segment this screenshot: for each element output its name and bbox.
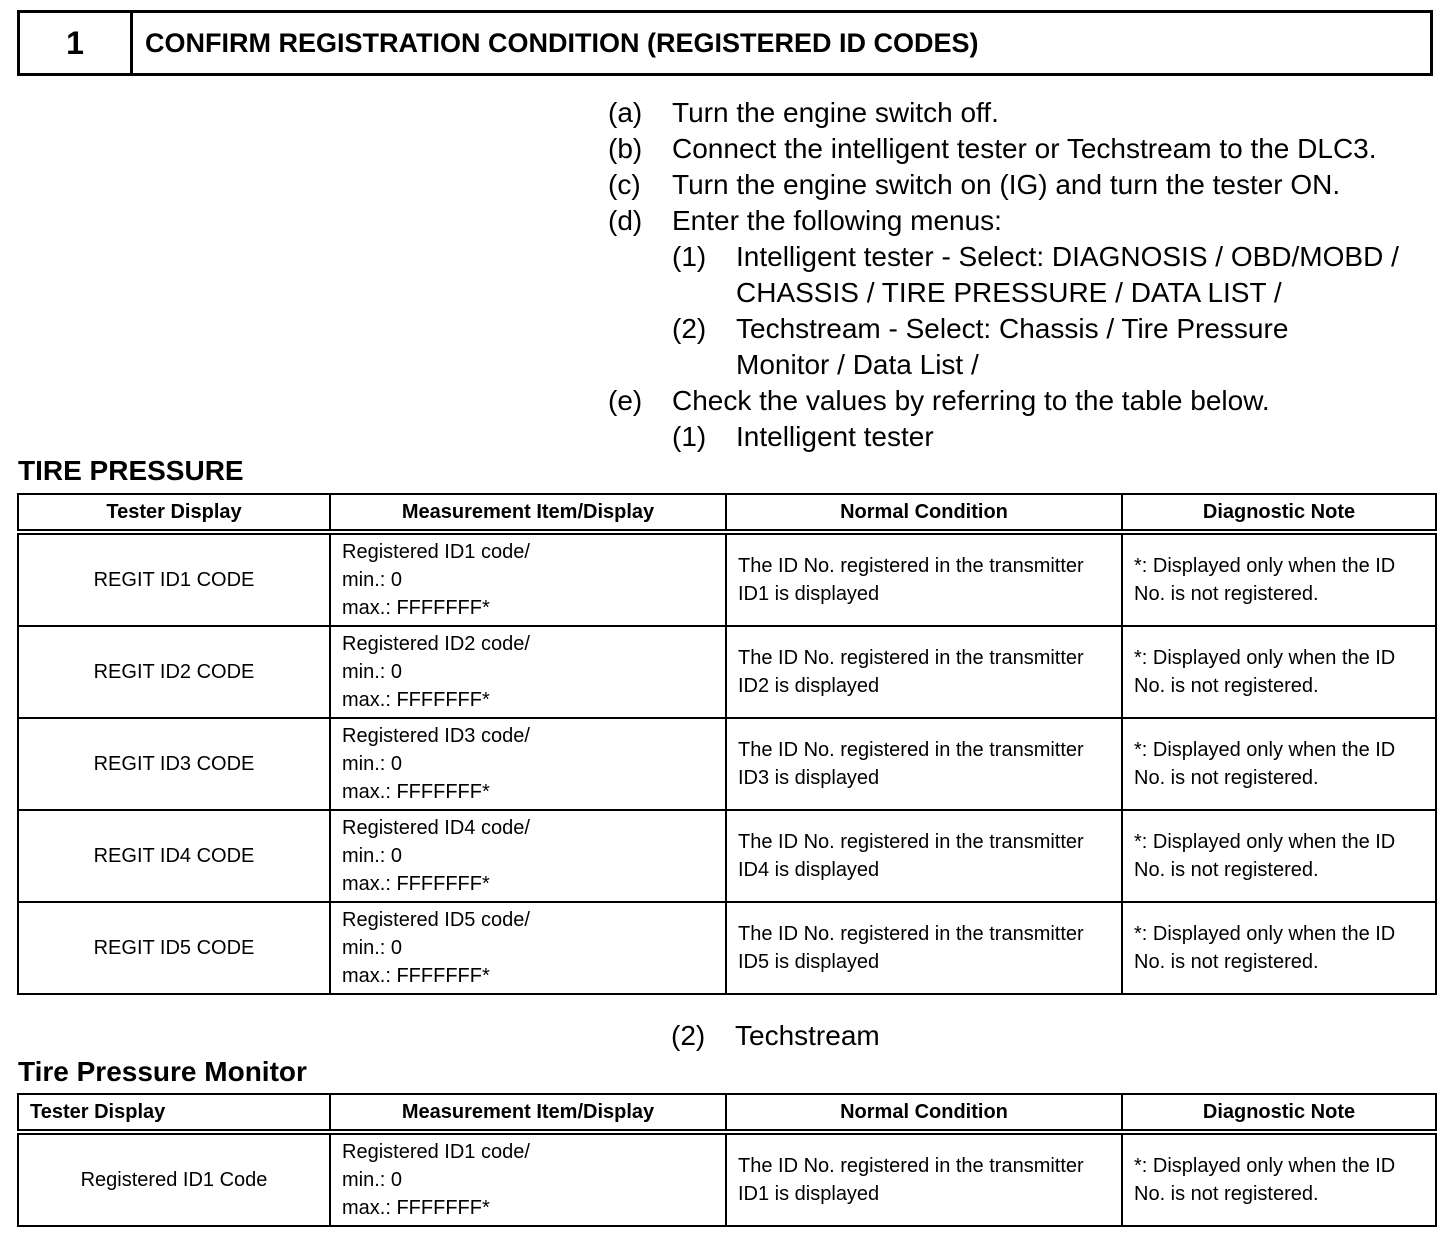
table-row xyxy=(18,1132,1436,1226)
instruction-item xyxy=(608,95,1436,131)
instruction-label: (d) xyxy=(608,205,643,236)
instruction-label: (e) xyxy=(608,385,643,416)
column-header: Diagnostic Note xyxy=(1122,1094,1436,1132)
measurement-line: max.: FFFFFFF* xyxy=(342,781,490,803)
column-header: Tester Display xyxy=(18,1094,330,1132)
normal-condition-cell: The ID No. registered in the transmitter ID2 is displayed xyxy=(726,626,1122,718)
instruction-text: Techstream - Select: Chassis / Tire Pressure Monitor / Data List / xyxy=(736,313,1289,380)
instruction-text: Turn the engine switch off. xyxy=(672,97,999,128)
tester-display-cell: REGIT ID2 CODE xyxy=(18,626,330,718)
measurement-cell xyxy=(330,532,726,626)
measurement-line: min.: 0 xyxy=(342,937,403,959)
measurement-line: Registered ID1 code/ xyxy=(342,541,530,563)
tire-pressure-table xyxy=(17,493,1437,995)
tester-display-cell: REGIT ID3 CODE xyxy=(18,718,330,810)
step-header xyxy=(17,10,1433,76)
measurement-line: max.: FFFFFFF* xyxy=(342,1197,490,1219)
column-header: Normal Condition xyxy=(726,1094,1122,1132)
column-header: Measurement Item/Display xyxy=(330,494,726,532)
measurement-cell xyxy=(330,718,726,810)
diagnostic-note-cell: *: Displayed only when the ID No. is not registered. xyxy=(1122,1132,1436,1226)
tester-display-cell: REGIT ID1 CODE xyxy=(18,532,330,626)
instruction-subitem xyxy=(608,419,1436,455)
instruction-text: Enter the following menus: xyxy=(672,205,1002,236)
instruction-subitem xyxy=(608,239,1436,311)
instruction-text: Intelligent tester xyxy=(736,421,934,452)
measurement-line: max.: FFFFFFF* xyxy=(342,689,490,711)
instruction-text: Techstream xyxy=(735,1020,880,1051)
step-title: CONFIRM REGISTRATION CONDITION (REGISTERED ID CODES) xyxy=(145,27,979,58)
measurement-line: Registered ID4 code/ xyxy=(342,817,530,839)
instruction-label: (1) xyxy=(672,421,707,452)
measurement-cell xyxy=(330,1132,726,1226)
instruction-text: Check the values by referring to the table below. xyxy=(672,385,1270,416)
measurement-line: Registered ID1 code/ xyxy=(342,1141,530,1163)
step-number: 1 xyxy=(20,13,133,73)
column-header: Measurement Item/Display xyxy=(330,1094,726,1132)
table2-title: Tire Pressure Monitor xyxy=(18,1056,307,1087)
diagnostic-note-cell: *: Displayed only when the ID No. is not registered. xyxy=(1122,532,1436,626)
diagnostic-note-cell: *: Displayed only when the ID No. is not registered. xyxy=(1122,810,1436,902)
instruction-label: (2) xyxy=(671,1020,706,1051)
instruction-text: Turn the engine switch on (IG) and turn the tester ON. xyxy=(672,169,1341,200)
diagnostic-note-cell: *: Displayed only when the ID No. is not registered. xyxy=(1122,902,1436,994)
instruction-item xyxy=(608,203,1436,239)
column-header: Diagnostic Note xyxy=(1122,494,1436,532)
table-row xyxy=(18,810,1436,902)
table1-title: TIRE PRESSURE xyxy=(18,455,244,486)
measurement-line: min.: 0 xyxy=(342,845,403,867)
normal-condition-cell: The ID No. registered in the transmitter ID4 is displayed xyxy=(726,810,1122,902)
table-row xyxy=(18,532,1436,626)
normal-condition-cell: The ID No. registered in the transmitter ID1 is displayed xyxy=(726,532,1122,626)
instruction-item xyxy=(608,383,1436,419)
table-row xyxy=(18,626,1436,718)
measurement-line: min.: 0 xyxy=(342,753,403,775)
measurement-cell xyxy=(330,626,726,718)
table-row xyxy=(18,902,1436,994)
measurement-line: Registered ID5 code/ xyxy=(342,909,530,931)
measurement-line: max.: FFFFFFF* xyxy=(342,597,490,619)
measurement-line: min.: 0 xyxy=(342,661,403,683)
instruction-label: (2) xyxy=(672,313,707,344)
column-header: Tester Display xyxy=(18,494,330,532)
instruction-item xyxy=(608,131,1436,167)
instruction-subitem xyxy=(608,311,1436,383)
measurement-line: Registered ID3 code/ xyxy=(342,725,530,747)
diagnostic-note-cell: *: Displayed only when the ID No. is not registered. xyxy=(1122,718,1436,810)
tester-display-cell: REGIT ID4 CODE xyxy=(18,810,330,902)
instruction-item xyxy=(608,167,1436,203)
instruction-label: (b) xyxy=(608,133,643,164)
measurement-line: max.: FFFFFFF* xyxy=(342,873,490,895)
normal-condition-cell: The ID No. registered in the transmitter ID1 is displayed xyxy=(726,1132,1122,1226)
table-row xyxy=(18,718,1436,810)
techstream-subitem xyxy=(671,1018,880,1054)
instruction-label: (a) xyxy=(608,97,643,128)
column-header: Normal Condition xyxy=(726,494,1122,532)
normal-condition-cell: The ID No. registered in the transmitter ID3 is displayed xyxy=(726,718,1122,810)
table-header-row xyxy=(18,494,1436,532)
instruction-text: Intelligent tester - Select: DIAGNOSIS / OBD/MOBD / CHASSIS / TIRE PRESSURE / DATA LIST / xyxy=(736,241,1399,308)
tire-pressure-monitor-table xyxy=(17,1093,1437,1227)
diagnostic-note-cell: *: Displayed only when the ID No. is not registered. xyxy=(1122,626,1436,718)
measurement-line: min.: 0 xyxy=(342,569,403,591)
instruction-label: (c) xyxy=(608,169,641,200)
measurement-cell xyxy=(330,902,726,994)
tester-display-cell: Registered ID1 Code xyxy=(18,1132,330,1226)
instruction-label: (1) xyxy=(672,241,707,272)
measurement-line: max.: FFFFFFF* xyxy=(342,965,490,987)
tester-display-cell: REGIT ID5 CODE xyxy=(18,902,330,994)
measurement-line: Registered ID2 code/ xyxy=(342,633,530,655)
instruction-list xyxy=(608,95,1436,455)
table-header-row xyxy=(18,1094,1436,1132)
normal-condition-cell: The ID No. registered in the transmitter ID5 is displayed xyxy=(726,902,1122,994)
measurement-line: min.: 0 xyxy=(342,1169,403,1191)
instruction-text: Connect the intelligent tester or Techstream to the DLC3. xyxy=(672,133,1377,164)
measurement-cell xyxy=(330,810,726,902)
